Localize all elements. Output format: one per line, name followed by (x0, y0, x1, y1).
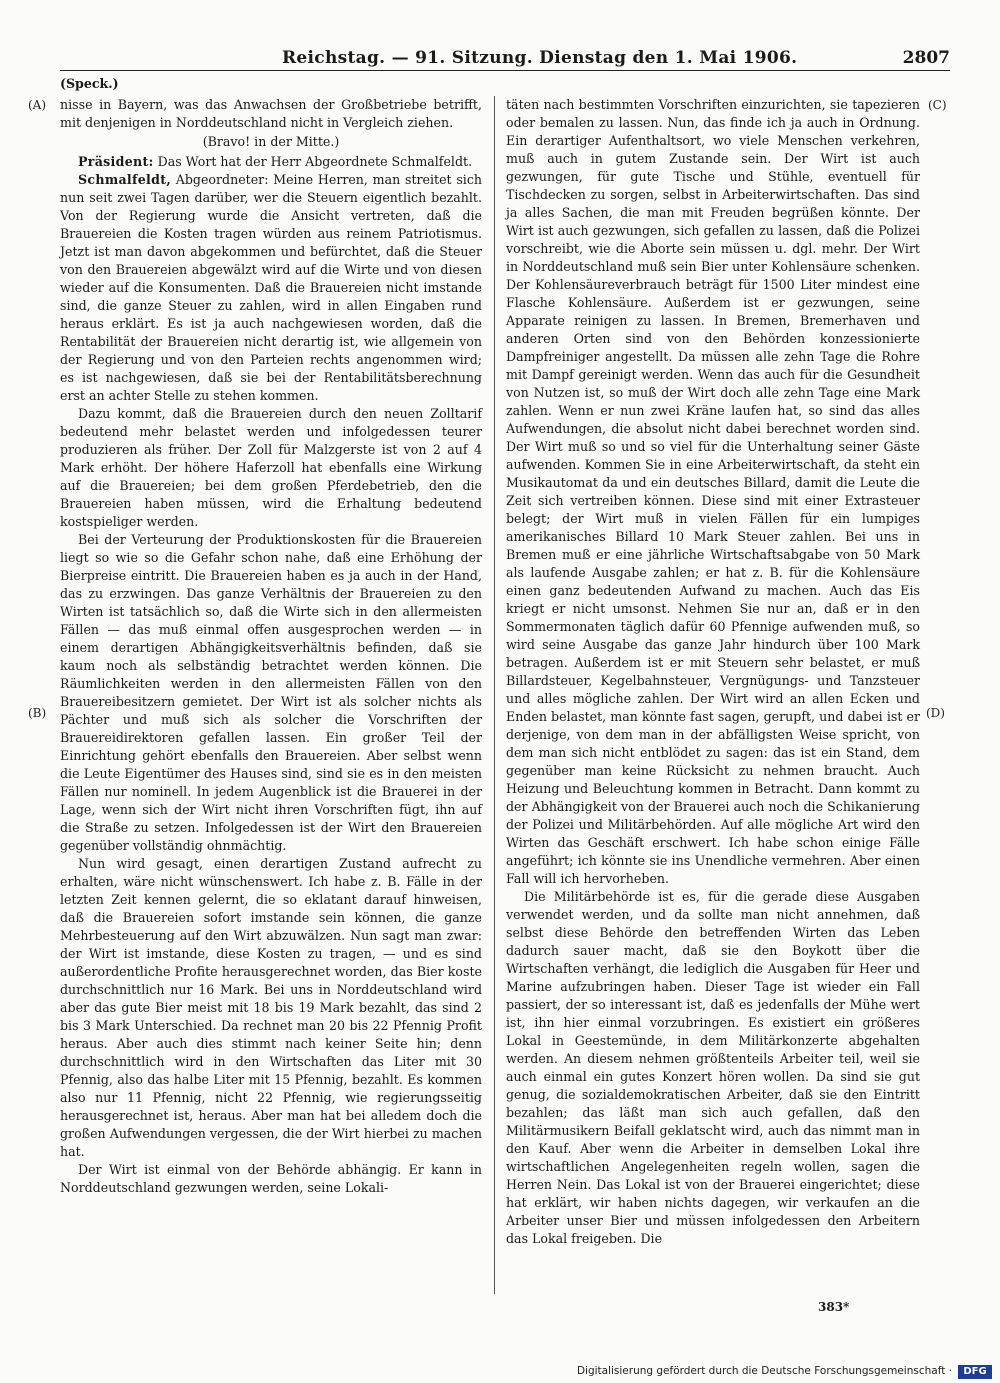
speaker-label: Schmalfeldt, (78, 172, 172, 187)
margin-marker-c: (C) (928, 98, 947, 112)
margin-marker-d: (D) (926, 706, 945, 720)
right-column (506, 96, 920, 1248)
header-title: Reichstag. — 91. Sitzung. Dienstag den 1. Mai 1906. (282, 48, 798, 68)
page-header (60, 48, 950, 71)
paragraph: nisse in Bayern, was das Anwachsen der Großbetriebe betrifft, mit denjenigen in Norddeutschland nicht in Vergleich ziehen. (60, 97, 482, 130)
paragraph: Der Wirt ist einmal von der Behörde abhängig. Er kann in Norddeutschland gezwungen werden, seine Lokali- (60, 1162, 482, 1195)
speech-text: Das Wort hat der Herr Abgeordnete Schmalfeldt. (153, 154, 473, 169)
applause-note: (Bravo! in der Mitte.) (202, 134, 340, 149)
paragraph: Bei der Verteurung der Produktionskosten für die Brauereien liegt so wie so die Gefahr schon nahe, daß eine Erhöhung der Bierpreise eintritt. Die Brauereien haben es ja auch in der Hand, das zu erzwingen. Das ganze Verhältnis der Brauereien zu den Wirten ist tatsächlich so, daß die Wirte sich in den allermeisten Fällen — das muß einmal offen ausgesprochen werden — in einem derartigen Abhängigkeitsverhältnis befinden, daß sie kaum noch als selbständig betrachtet werden können. Die Räumlichkeiten werden in den allermeisten Fällen von den Brauereibesitzern gemietet. Der Wirt ist als solcher nichts als Pächter und muß sich als solcher die Vorschriften der Brauereidirektoren gefallen lassen. Ein großer Teil der Einrichtung gehört ebenfalls den Brauereien. Aber selbst wenn die Leute Eigentümer des Hauses sind, sind sie es in den meisten Fällen nur nominell. In jedem Augenblick ist die Brauerei in der Lage, wenn sich der Wirt nicht ihren Vorschriften fügt, ihn auf die Straße zu setzen. Infolgedessen ist der Wirt den Brauereien gegenüber vollständig ohnmächtig. (60, 532, 482, 853)
speaker-label: Präsident: (78, 154, 154, 169)
paragraph: Die Militärbehörde ist es, für die gerade diese Ausgaben verwendet werden, und da sollte man nicht annehmen, daß selbst diese Behörde den betreffenden Wirten das Leben dadurch sauer macht, daß sie den Boykott über die Wirtschaften verhängt, die lediglich die Ausgaben für Heer und Marine aufzubringen haben. Dieser Tage ist wieder ein Fall passiert, der so interessant ist, daß es jedenfalls der Mühe wert ist, ihn hier einmal vorzubringen. Es existiert ein größeres Lokal in Geestemünde, in dem Militärkonzerte abgehalten werden. An diesem nehmen größtenteils Arbeiter teil, weil sie auch einmal ein gutes Konzert hören wollen. Da sind sie gut genug, die sozialdemokratischen Arbeiter, daß sie den Eintritt bezahlen; das läßt man sich auch gefallen, daß den Militärmusikern Beifall geklatscht wird, auch das nimmt man in den Kauf. Aber wenn die Arbeiter in demselben Lokal ihre wirtschaftlichen Angelegenheiten regeln wollen, sagen die Herren Nein. Das Lokal ist von der Brauerei eingerichtet; diese hat erklärt, wir haben nichts dagegen, wir verkaufen an die Arbeiter unser Bier und müssen infolgedessen den Arbeitern das Lokal freigeben. Die (506, 889, 920, 1246)
paragraph: Dazu kommt, daß die Brauereien durch den neuen Zolltarif bedeutend mehr belastet werden und infolgedessen teurer produzieren als früher. Der Zoll für Malzgerste ist von 2 auf 4 Mark erhöht. Der höhere Haferzoll hat ebenfalls eine Wirkung auf die Brauereien; bei dem großen Pferdebetrieb, den die Brauereien haben müssen, wird die Erhaltung bedeutend kostspieliger werden. (60, 406, 482, 529)
signature-mark: 383* (818, 1300, 850, 1314)
column-divider (494, 96, 495, 1294)
paragraph: Nun wird gesagt, einen derartigen Zustand aufrecht zu erhalten, wäre nicht wünschenswert. Ich habe z. B. Fälle in der letzten Zeit kennen gelernt, die so eklatant darauf hinweisen, daß die Brauereien sofort imstande sein können, die ganze Mehrbesteuerung auf den Wirt abzuwälzen. Nun sagt man zwar: der Wirt ist imstande, diese Kosten zu tragen, — und es sind außerordentliche Profite herausgerechnet worden, das Bier koste durchschnittlich nur 16 Mark. Bei uns in Norddeutschland wird aber das gute Bier meist mit 18 bis 19 Mark bezahlt, das sind 2 bis 3 Mark Unterschied. Da rechnet man 20 bis 22 Pfennig Profit heraus. Aber auch dies stimmt nach keiner Seite hin; denn durchschnittlich wird in den Wirtschaften das Liter mit 30 Pfennig, also das halbe Liter mit 15 Pfennig, bezahlt. Es kommen also nur 11 Pfennig, nicht 22 Pfennig, wie regierungsseitig herausgerechnet ist, heraus. Aber man hat bei alledem doch die großen Aufwendungen vergessen, die der Wirt hierbei zu machen hat. (60, 856, 482, 1159)
paragraph: täten nach bestimmten Vorschriften einzurichten, sie tapezieren oder bemalen zu lassen. Nun, das finde ich ja auch in Ordnung. Ein derartiger Aufenthaltsort, wo viele Menschen verkehren, muß auch in gutem Zustande sein. Der Wirt ist auch gezwungen, für gute Tische und Stühle, eventuell für Tischdecken zu sorgen, selbst in Arbeiterwirtschaften. Das sind ja alles Sachen, die man mit Freuden begrüßen könnte. Der Wirt ist auch gezwungen, sich gefallen zu lassen, daß die Polizei vorschreibt, wie die Aborte sein müssen u. dgl. mehr. Der Wirt in Norddeutschland muß sein Bier unter Kohlensäure schenken. Der Kohlensäureverbrauch beträgt für 1500 Liter mindest eine Flasche Kohlensäure. Außerdem ist er gezwungen, seine Apparate reinigen zu lassen. In Bremen, Bremerhaven und anderen Orten sind von den Behörden konzessionierte Dampfreiniger angestellt. Da müssen alle zehn Tage die Rohre mit Dampf gereinigt werden. Wenn das auch für die Gesundheit von Nutzen ist, so muß der Wirt doch alle zehn Tage eine Mark zahlen. Wenn er nun zwei Kräne laufen hat, so sind das alles Aufwendungen, die absolut nicht dabei berechnet worden sind. Der Wirt muß so und so viel für die Unterhaltung seiner Gäste aufwenden. Kommen Sie in eine Arbeiterwirtschaft, da steht ein Musikautomat da und ein deutsches Billard, damit die Leute die Zeit sich vertreiben können. Diese sind mit einer Extrasteuer belegt; der Wirt muß in vielen Fällen für ein lumpiges amerikanisches Billard 10 Mark Steuer zahlen. Bei uns in Bremen muß er eine jährliche Wirtschaftsabgabe von 50 Mark als laufende Ausgabe zahlen; er hat z. B. für die Kohlensäure einen ganz bedeutenden Aufwand zu machen. Auch das Eis kriegt er nicht umsonst. Nehmen Sie nur an, daß er in den Sommermonaten täglich dafür 60 Pfennige aufwenden muß, so wird seine Ausgabe das ganze Jahr hindurch über 100 Mark betragen. Außerdem ist er mit Steuern sehr belastet, er muß Billardsteuer, Kegelbahnsteuer, Vergnügungs- und Tanzsteuer und alles mögliche zahlen. Der Wirt wird an allen Ecken und Enden belastet, man könnte fast sagen, gerupft, und dabei ist er derjenige, von dem man in der abfälligsten Weise spricht, von dem man sich nicht entblödet zu sagen: das ist ein Stand, dem gegenüber man keine Rücksicht zu nehmen braucht. Auch Heizung und Beleuchtung kommen in Betracht. Dann kommt zu der Abhängigkeit von der Brauerei auch noch die Schikanierung der Polizei und Militärbehörden. Auf alle mögliche Art wird den Wirten das Geschäft erschwert. Ich habe schon einige Fälle angeführt; ich könnte sie ins Unendliche vermehren. Aber einen Fall will ich hervorheben. (506, 97, 920, 886)
continued-speaker-tag: (Speck.) (60, 76, 119, 91)
margin-marker-a: (A) (28, 98, 47, 112)
speech-paragraph (60, 171, 482, 405)
page-number: 2807 (902, 48, 950, 68)
dfg-logo-icon: DFG (958, 1365, 992, 1379)
margin-marker-b: (B) (28, 706, 47, 720)
footer-credit: Digitalisierung gefördert durch die Deutsche Forschungsgemeinschaft · (576, 1365, 952, 1377)
left-column (60, 96, 482, 1197)
speech-text: Abgeordneter: Meine Herren, man streitet sich nun seit zwei Tagen darüber, wer die Steuern eigentlich bezahlt. Von der Regierung wurde die Ansicht vertreten, daß die Brauereien die Kosten tragen würden aus reinem Patriotismus. Jetzt ist man davon abgekommen und befürchtet, daß die Steuer von den Brauereien abgewälzt wird auf die Wirte und von diesen wieder auf die Konsumenten. Daß die Brauereien nicht imstande sind, die ganze Steuer zu zahlen, wird in allen Eingaben rund heraus erklärt. Es ist ja auch nachgewiesen worden, daß die Rentabilität der Brauereien nicht derartig ist, wie allgemein von der Regierung und von den Parteien rechts angenommen wird; es ist nachgewiesen, daß sie bei der Rentabilitätsberechnung erst an achter Stelle zu stehen kommen. (60, 172, 482, 403)
digitization-footer (0, 1365, 1000, 1383)
president-paragraph (60, 153, 482, 171)
